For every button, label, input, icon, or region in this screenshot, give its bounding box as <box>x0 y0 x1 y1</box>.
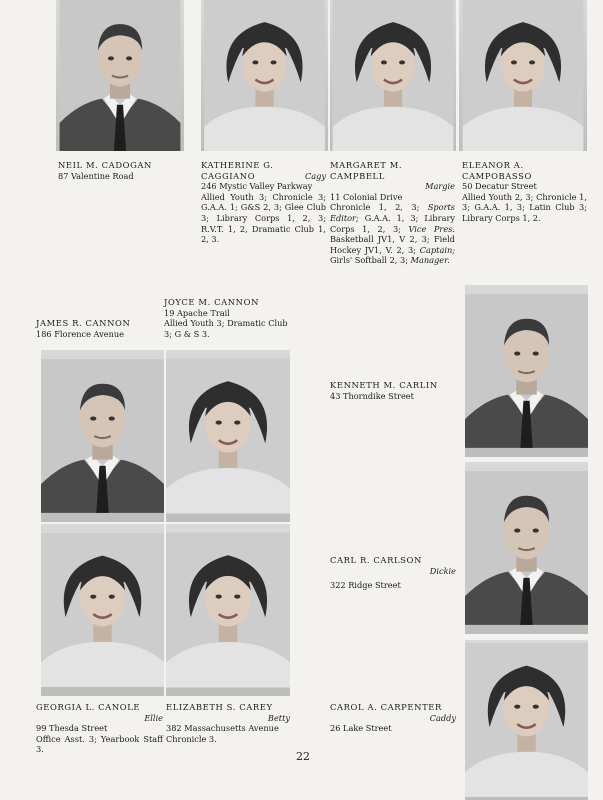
caption-carpenter <box>330 702 456 734</box>
portrait-carlson <box>465 462 588 634</box>
student-address: 246 Mystic Valley Parkway <box>201 181 313 192</box>
student-name: CAROL A. CARPENTER <box>330 702 442 712</box>
student-address: 26 Lake Street <box>330 723 392 734</box>
caption-canole <box>36 702 163 755</box>
student-address: 43 Thorndike Street <box>330 390 414 401</box>
student-nickname: Dickie <box>429 565 456 576</box>
student-address: 87 Valentine Road <box>58 170 134 181</box>
portrait-girl-image <box>459 0 587 151</box>
page-number: 22 <box>296 750 310 763</box>
student-name: GEORGIA L. CANOLE <box>36 702 141 712</box>
student-name: JAMES R. CANNON <box>36 318 131 328</box>
caption-carey <box>166 702 290 744</box>
portrait-girl-image <box>166 350 290 522</box>
student-address: 50 Decatur Street <box>462 181 537 192</box>
student-activities: Office Asst. 3; Yearbook Staff 3. <box>36 733 163 755</box>
student-name: ELIZABETH S. CAREY <box>166 702 273 712</box>
portrait-campbell <box>330 0 456 151</box>
student-address: 99 Thesda Street <box>36 723 108 734</box>
student-nickname: Cagy <box>304 170 326 181</box>
portrait-boy-image <box>41 350 164 522</box>
student-nickname: Caddy <box>429 712 456 723</box>
portrait-girl-image <box>201 0 328 151</box>
student-activities: Chronicle 3. <box>166 733 217 744</box>
portrait-carlin <box>465 285 588 457</box>
caption-campobasso <box>462 160 587 224</box>
portrait-boy-image <box>56 0 184 151</box>
student-name-line1: ELEANOR A. <box>462 160 524 170</box>
portrait-boy-image <box>465 285 588 457</box>
student-nickname: Margie <box>425 181 455 192</box>
student-activities: Chronicle 1, 2, 3; Sports Editor; G.A.A. 1, 3; Library Corps 1, 2, 3; Vice Pres. Basketball JV1, V 2, 3; Field Hockey JV1, V. 2, 3; Captain; Girls' Softball 2, 3; Manager. <box>330 202 455 266</box>
caption-caggiano <box>201 160 326 245</box>
portrait-jcannon <box>41 350 164 522</box>
student-address: 382 Massachusetts Avenue <box>166 723 279 734</box>
student-name: KENNETH M. CARLIN <box>330 380 438 390</box>
student-name-line2: CAGGIANO <box>201 170 256 181</box>
student-activities: Allied Youth 3; Chronicle 3; G.A.A. 1; G&S 2, 3; Glee Club 3; Library Corps 1, 2, 3; R.V.T. 1, 2, Dramatic Club 1, 2, 3. <box>201 191 326 245</box>
student-address: 11 Colonial Drive <box>330 191 403 202</box>
student-activities: Allied Youth 3; Dramatic Club 3; G & S 3. <box>164 318 288 339</box>
caption-jycannon <box>164 297 292 339</box>
student-name-line1: KATHERINE G. <box>201 160 274 170</box>
caption-carlin <box>330 380 456 401</box>
student-nickname: Ellie <box>144 712 163 723</box>
portrait-carey <box>166 524 290 696</box>
portrait-cadogan <box>56 0 184 151</box>
portrait-campobasso <box>459 0 587 151</box>
student-name: CARL R. CARLSON <box>330 555 422 565</box>
student-nickname: Betty <box>267 712 290 723</box>
portrait-girl-image <box>41 524 164 696</box>
caption-jcannon <box>36 318 162 339</box>
caption-cadogan <box>58 160 184 181</box>
caption-campbell <box>330 160 455 266</box>
portrait-girl-image <box>330 0 456 151</box>
portrait-jycannon <box>166 350 290 522</box>
portrait-girl-image <box>166 524 290 696</box>
portrait-boy-image <box>465 462 588 634</box>
student-name-line2: CAMPOBASSO <box>462 170 532 181</box>
portrait-canole <box>41 524 164 696</box>
student-address: 322 Ridge Street <box>330 580 401 591</box>
student-name: JOYCE M. CANNON <box>164 297 259 307</box>
portrait-girl-image <box>465 640 588 800</box>
caption-carlson <box>330 555 456 591</box>
portrait-carpenter <box>465 640 588 800</box>
student-address: 186 Florence Avenue <box>36 328 124 339</box>
student-address: 19 Apache Trail <box>164 307 230 318</box>
student-name: NEIL M. CADOGAN <box>58 160 152 170</box>
student-activities: Allied Youth 2, 3; Chronicle 1, 3; G.A.A. 1, 3; Latin Club 3; Library Corps 1, 2. <box>462 191 587 223</box>
portrait-caggiano <box>201 0 328 151</box>
student-name: MARGARET M. CAMPBELL <box>330 160 403 181</box>
